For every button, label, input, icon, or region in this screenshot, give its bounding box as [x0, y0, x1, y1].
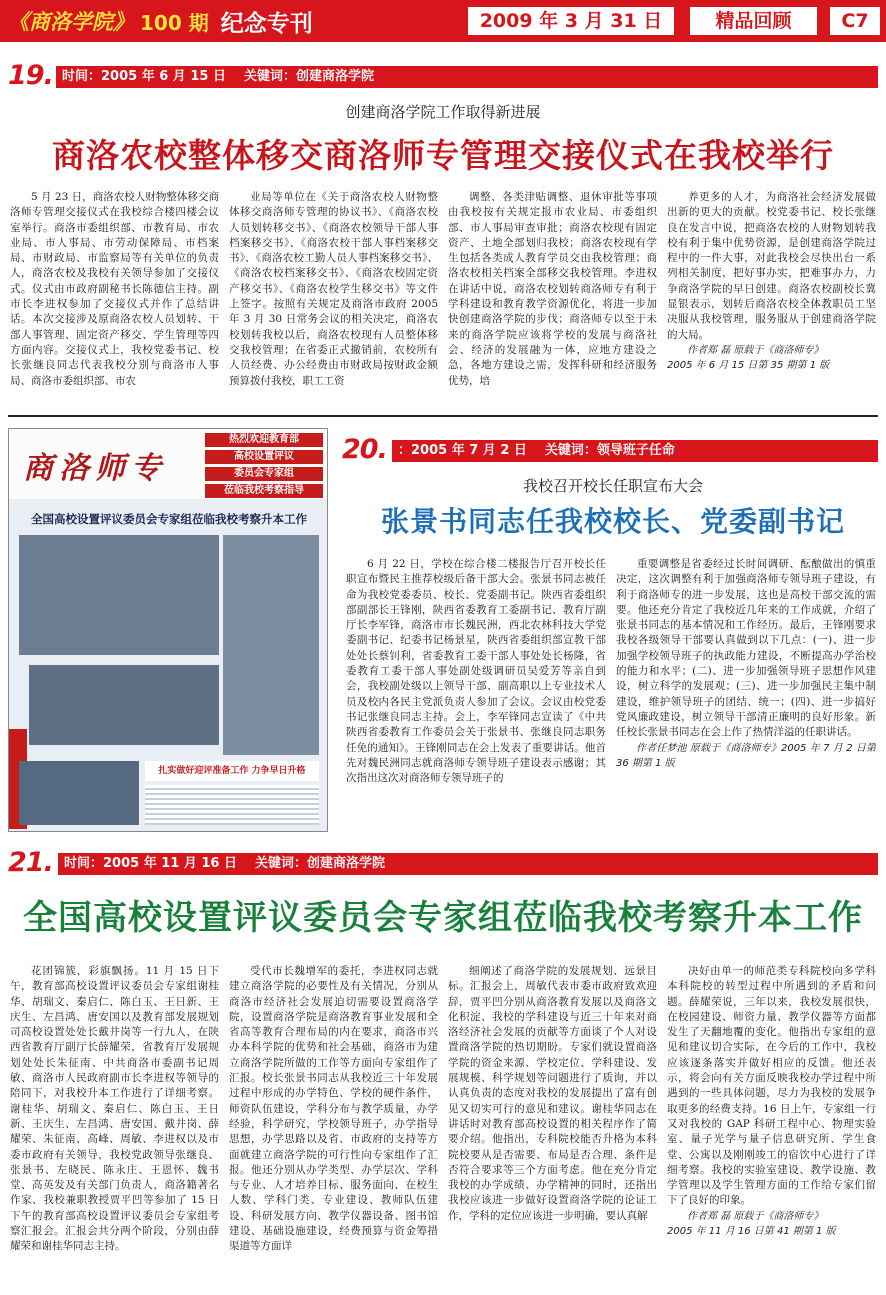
newspaper-text-lines — [145, 785, 319, 825]
article-19-source: 2005 年 6 月 15 日第 35 期第 1 版 — [667, 360, 830, 372]
meeting-photo — [19, 535, 219, 655]
article-21-column-4: 决好由单一的师范类专科院校向多学科本科院校的转型过程中所遇到的矛盾和问题。薛耀荣说，三年以来，我校发展很快，在校园建设、师资力量、教学仪器等方面都发生了天翻地覆的变化。他指出专家组的意见和建议切合实际，在今后的工作中，我校应该逐条落实并做好相应的反馈。他还表示，将会向有关方面反映我校办学过程中所遇到的一些具体问题，尽力为我校的发展争取更多的经费支持。16 日上午，专家组一行又对我校的 GAP 科研工程中心、物理实验室、量子光学与量子信息研究所、学生食堂、公寓以及刚刚竣工的宿饮中心进行了详细考察。我校的实验室建设、教学设施、教学管理以及学生管理方面的工作给专家们留下了良好的印象。 作者郑 磊 原载于《商洛师专》 2005 年 11 月 16 日第 41 期第 1 版 — [667, 964, 876, 1288]
newspaper-tag-list — [205, 433, 323, 501]
section-label: 精品回顾 — [690, 7, 817, 35]
audience-photo — [29, 665, 219, 745]
article-21-signature: 作者郑 磊 原载于《商洛师专》 — [687, 1210, 824, 1222]
article-20-date: ：2005 年 7 月 2 日 — [398, 443, 527, 458]
page-number: C7 — [830, 7, 880, 35]
podium-photo — [19, 761, 139, 825]
article-21-source: 2005 年 11 月 16 日第 41 期第 1 版 — [667, 1226, 836, 1238]
article-21-column-3: 细阐述了商洛学院的发展规划、远景目标。汇报会上，周敏代表市委市政府致欢迎辞，贾平凹分别从商洛教育发展以及商洛文化积淀、我校的学科建设与近三十年来对商洛经济社会发展的贡献等方面谈了个人对设置商洛学院的热切期盼。专家们就设置商洛学院的资金来源、学校定位、学科建设、发展规模、科学规划等问题进行了质询，并以认真负责的态度对我校的发展提出了富有创见又切实可行的意见和建议。谢桂华同志在讲话时对教育部高校设置的相关程序作了简要介绍。他指出，专科院校能否升格为本科院校要从是否需要、布局是否合理、条件是否符合要求等三个方面考虑。他在充分肯定我校的办学成绩、办学精神的同时，还指出我校应该进一步做好设置商洛学院的论证工作，学科的定位应该进一步明确，要认真解 — [448, 965, 657, 1222]
article-19-column-4: 养更多的人才，为商洛社会经济发展做出新的更大的贡献。校党委书记、校长张继良在发言中说，把商洛农校的人财物划转我校有利于集中优势资源，是创建商洛学院过程中的一件大事，对此我校会尽快出台一系列相关制度，把好事办实，把难事办力，力争商洛学院的早日创建。商洛农校副校长冀显银表示，划转后商洛农校全体教职员工坚决服从我校管理，服务服从于创建商洛学院的大局。 作者郑 磊 原载于《商洛师专》 2005 年 6 月 15 日第 35 期第 1 版 — [667, 190, 876, 402]
article-21-keyword: 关键词：创建商洛学院 — [255, 856, 386, 871]
article-20-headline: 张景书同志任我校校长、党委副书记 — [380, 505, 845, 538]
article-21-meta-bar — [58, 853, 878, 875]
article-19-column-3: 调整、各类津贴调整、退休审批等事项由我校按有关规定报市农业局、市委组织部、市人事局审查审批；商洛农校现有固定资产、土地全部划归我校；商洛农校现有学生包括各类成人教育学员交由我校管理；商洛农校相关档案全部移交我校管理。李进权在讲话中说，商洛农校划转商洛师专有利于学科建设和教育教学资源优化，将进一步加快创建商洛学院的步伐；商洛师专以至于未来的商洛学院应该将学校的发展与商洛社会、经济的发展融为一体，应地方建设之急，各地方建设之需，发挥科研和经济服务优势，培 — [448, 191, 657, 387]
article-21-headline: 全国高校设置评议委员会专家组莅临我校考察升本工作 — [23, 898, 863, 938]
article-19-subtitle: 创建商洛学院工作取得新进展 — [345, 103, 541, 121]
speaker-photo — [223, 535, 319, 755]
article-19-column-1: 5 月 23 日，商洛农校人财物整体移交商洛师专管理交接仪式在我校综合楼四楼会议室举行。商洛市委组织部、市教育局、市农业局、市人事局、市劳动保障局、市档案局、市财政局、市监察局等有关单位的负责人，商洛农校及我校有关领导参加了交接仪式。仪式由市政府副秘书长陈德信主持。副市长李进权参加了交接仪式并作了总结讲话。本次交接涉及原商洛农校人员划转、干部人事管理、固定资产移交、学生管理等四方面内容。交接仪式上，我校党委书记、校长张继良同志代表我校分别与商洛市人事局、商洛市委组织部、市农 — [10, 191, 219, 387]
newspaper-tag: 热烈欢迎教育部 — [205, 433, 323, 447]
article-19-date: 时间：2005 年 6 月 15 日 — [62, 69, 226, 84]
article-19-signature: 作者郑 磊 原载于《商洛师专》 — [687, 344, 824, 356]
article-20-body — [346, 557, 876, 833]
article-19-column-2: 业局等单位在《关于商洛农校人财物整体移交商洛师专管理的协议书》、《商洛农校人员划转移交书》、《商洛农校领导干部人事档案移交书》、《商洛农校干部人事档案移交书》、《商洛农校工勤人员人事档案移交书》、《商洛农校档案移交书》、《商洛农校固定资产移交书》、《商洛农校学生移交书》等文件上签字。按照有关规定及商洛市政府 2005 年 3 月 30 日常务会议的相关决定，商洛农校划转我校以后，商洛农校现有人员整体移交我校管理；在省委正式撤销前，农校所有人员经费、办公经费由市财政局按财政金额预算拨付我校，职工工资 — [229, 191, 438, 387]
article-20-meta-bar — [392, 440, 878, 462]
article-20-keyword: 关键词：领导班子任命 — [544, 443, 675, 458]
special-edition-label: 纪念专刊 — [220, 10, 313, 37]
article-21-body — [10, 964, 876, 1288]
newspaper-masthead-title: 商洛师专 — [23, 451, 167, 486]
newspaper-tag: 高校设置评议 — [205, 450, 323, 464]
newspaper-tag: 委员会专家组 — [205, 467, 323, 481]
article-20-signature: 作者任梦池 原载于《商洛师专》2005 年 7 月 2 日第 36 期第 1 版 — [616, 742, 876, 769]
page-banner — [0, 0, 886, 42]
newspaper-strip-headline: 扎实做好迎评准备工作 力争早日升格 — [145, 761, 319, 781]
article-20-subtitle: 我校召开校长任职宣布大会 — [522, 477, 703, 495]
article-20-column-1: 6 月 22 日，学校在综合楼二楼报告厅召开校长任职宣布暨民主推荐校级后备干部大会。张景书同志被任命为我校党委委员、校长、党委副书记。陕西省委组织部副部长王锋刚，陕西省委教育工委副书记、教育厅副厅长李军锋，商洛市市长魏民洲，西北农林科技大学党委副书记、纪委书记杨景星，陕西省委组织部宣教干部处处长蔡钊利，省委教育工委干部人事处处长杨隆，省委教育工委干部人事处副处级调研员吴爱芳等亲自到会，我校副处级以上领导干部、副高职以上专业技术人员及校内各民主党派负责人参加了会议。会议由校党委书记张继良同志主持。会上，李军锋同志宣读了《中共陕西省委教育工作委员会关于张景书、张继良同志职务任免的通知》。王锋刚同志在会上发表了重要讲话。他首先对魏民洲同志就商洛师专领导班子建设表示感谢；其次指出这次对商洛师专领导班子的 — [346, 558, 606, 785]
article-20-number: 20. — [342, 434, 387, 465]
article-20-column-2: 重要调整是省委经过长时间调研、酝酿做出的慎重决定，这次调整有利于加强商洛师专领导班子建设，有利于商洛师专的进一步发展，这也是高校干部交流的需要。他还充分肯定了我校近几年来的工作成就，介绍了张景书同志的基本情况和工作经历。最后，王锋刚要求我校各级领导干部要认真做到以下几点：(一)、进一步加强学校领导班子的执政能力建设，不断提高办学治校的能力和水平；(二)、进一步加强领导班子思想作风建设，树立科学的发展观；(三)、进一步加强民主集中制建设，维护领导班子的团结、统一；(四)、进一步搞好党风廉政建设，树立领导干部清正廉明的良好形象。新任校长张景书同志在会上作了热情洋溢的任职讲话。 作者任梦池 原载于《商洛师专》2005 年 7 月 2 日第 36 期第 1 版 — [616, 557, 876, 833]
section-divider — [8, 415, 878, 417]
article-19-meta-bar — [56, 66, 878, 88]
newspaper-photo — [8, 428, 328, 832]
article-21-number: 21. — [8, 847, 53, 878]
article-19-headline: 商洛农校整体移交商洛师专管理交接仪式在我校举行 — [52, 136, 834, 175]
article-21-column-1: 花团锦簇，彩旗飘扬。11 月 15 日下午，教育部高校设置评议委员会专家组谢桂华、胡瑞文、秦启仁、陈白玉、王日新、王庆生、左昌鸿、唐安国以及教育部发展规划司高校设置处处长戴井岗等一行九人，在陕西省教育厅副厅长薛耀荣，省教育厅发展规划处处长朱征南、中共商洛市委副书记周敏、商洛市人民政府副市长李进权等领导的陪同下，对我校升本工作进行了详细考察。谢桂华、胡瑞文、秦启仁、陈白玉、王日新、王庆生、左昌鸿、唐安国、戴井岗、薛耀荣、朱征南、高峰、周敏、李进权以及市委市政府有关领导，我校党政领导张继良、张景书、左晓民、陈永庄、王恩怀、魏书堂、高英发及有关部门负责人，商洛籍著名作家、我校兼职教授贾平凹等参加了 15 日下午的教育部高校设置评议委员会专家组考察汇报会。汇报会共分两个阶段，分别由薛耀荣和谢桂华同志主持。 — [10, 965, 219, 1253]
newspaper-tag: 莅临我校考察指导 — [205, 484, 323, 498]
issue-number: 100 期 — [140, 10, 209, 35]
article-21-column-2: 受代市长魏增军的委托，李进权同志就建立商洛学院的必要性及有关情况，分别从商洛市经济社会发展迫切需要设置商洛学院，设置商洛学院是商洛教育事业发展和全省高等教育合理布局的内在要求，商洛市兴办本科学院的优势和社会基础，商洛市为建立商洛学院所做的工作等方面向专家组作了汇报。校长张景书同志从我校近三十年发展过程中形成的办学特色、学校的硬件条件，师资队伍建设，学科分布与教学质量，办学经验，科学研究，学校领导班子，办学指导思想，办学思路以及省、市政府的支持等方面就建立商洛学院的可行性向专家组作了汇报。他还分别从办学类型、办学层次、学科与专业、人才培养目标、服务面向、在校生人数、学科门类、专业建设、教师队伍建设、科研发展方向、教学仪器设备、图书馆建设、基础设施建设，经费预算与资金筹措渠道等方面详 — [229, 965, 438, 1253]
article-19-keyword: 关键词：创建商洛学院 — [243, 69, 374, 84]
publication-title: 《商洛学院》 — [8, 9, 134, 34]
issue-date: 2009 年 3 月 31 日 — [468, 7, 674, 35]
article-19-number: 19. — [8, 60, 53, 91]
article-21-date: 时间：2005 年 11 月 16 日 — [64, 856, 237, 871]
article-19-body — [10, 190, 876, 402]
newspaper-mini-headline: 全国高校设置评议委员会专家组莅临我校考察升本工作 — [31, 512, 307, 526]
